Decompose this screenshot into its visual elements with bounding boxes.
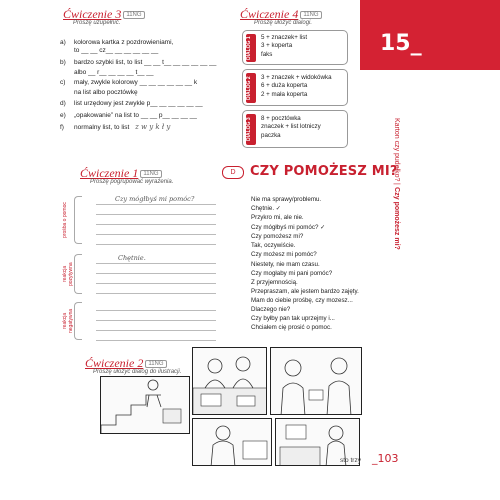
unit-tab (360, 0, 500, 70)
phrase-line: Tak, oczywiście. (251, 242, 296, 249)
group-label-request: prośba o pomoc (62, 202, 68, 238)
ex1-title-text: Ćwiczenie 1 (80, 166, 139, 180)
ex3-item-letter: d) (60, 100, 66, 107)
unit-mark: _ (410, 31, 422, 56)
phrase-line: Nie ma sprawy/problemu. (251, 196, 322, 203)
ex3-item-text: kolorowa kartka z pozdrowieniami, (74, 39, 174, 46)
dialog-3-tab: DIALOG 3 (246, 114, 256, 145)
ex3-item-letter: a) (60, 39, 66, 46)
ex1-number-badge: 11NG (140, 170, 161, 178)
ex3-item-text: list urzędowy jest zwykle p__ __ __ __ __ __ (74, 100, 203, 107)
answer-line[interactable] (96, 224, 216, 225)
ex4-title-text: Ćwiczenie 4 (240, 7, 299, 21)
phrase-line: Chciałem cię prosić o pomoc. (251, 324, 332, 331)
dialog-2-line: 2 + mała koperta (261, 90, 308, 98)
ex2-title-text: Ćwiczenie 2 (85, 356, 144, 370)
group-bracket (74, 254, 82, 294)
section-d-heading: CZY POMOŻESZ MI? (250, 164, 398, 179)
illustration-office-worker (192, 418, 272, 466)
side-title: Karton czy pudełko? | Czy pomożesz mi? (393, 118, 400, 250)
ex3-item-text: mały, zwykle kolorowy __ __ __ __ __ __ k (74, 79, 198, 86)
footer-page-words: sto trzy (340, 457, 361, 464)
answer-line[interactable] (96, 244, 216, 245)
answer-line[interactable] (96, 310, 216, 311)
group-bracket (74, 196, 82, 244)
ex4-instruction: Proszę ułożyć dialogi. (254, 20, 313, 26)
dialog-2-line: 6 + duża koperta (261, 82, 308, 90)
ex3-item-letter: c) (60, 79, 66, 86)
dialog-1-line: faks (261, 50, 273, 58)
phrase-line: Dlaczego nie? (251, 306, 291, 313)
group-label-negative: reakcja negatywna (62, 308, 74, 334)
phrase-line: Mam do ciebie prośbę, czy mozesz... (251, 297, 353, 304)
ex2-instruction: Proszę ułożyć dialog do ilustracji. (93, 369, 182, 375)
side-title-text: Karton czy pudełko? (393, 118, 400, 182)
answer-line[interactable] (96, 204, 216, 205)
group-label-positive: reakcja pozytywna (62, 262, 74, 286)
dialog-1-box (242, 30, 348, 65)
ex3-item-text: albo __ r__ __ __ __ t__ __ (74, 69, 154, 76)
dialog-3-line: paczka (261, 131, 281, 139)
dialog-1-line: 5 + znaczek+ list (261, 34, 308, 41)
phrase-line: Czy możesz mi pomóc? (251, 251, 317, 258)
answer-line[interactable] (96, 283, 216, 284)
ex4-number-badge: 11NG (300, 11, 321, 19)
answer-line[interactable] (96, 263, 216, 264)
section-d-badge: D (222, 166, 244, 179)
phrase-line: Przykro mi, ale nie. (251, 214, 304, 221)
dialog-2-box (242, 69, 348, 106)
answer-line[interactable] (96, 273, 216, 274)
ex3-item-text: normalny list, to list (74, 124, 130, 131)
illustration-people-at-desk (192, 347, 267, 415)
dialog-1-line: 3 + koperta (261, 42, 293, 50)
dialog-1-tab: DIALOG 1 (246, 34, 256, 62)
dialog-3-line: znaczek + list lotniczy (261, 123, 321, 131)
page-number: _103 (372, 452, 399, 465)
dialog-2-tab: DIALOG 2 (246, 73, 256, 103)
phrase-line: Czy byłby pan tak uprzejmy i... (251, 315, 335, 322)
dialog-3-box (242, 110, 348, 148)
ex3-item-text: bardzo szybki list, to list __ __ t__ __ __ __ __ __ (74, 59, 217, 66)
phrase-line: Czy pomożesz mi? (251, 233, 304, 240)
group-bracket (74, 302, 82, 340)
group-2-sample: Chętnie. (118, 254, 146, 262)
page-number-value: 103 (377, 452, 399, 465)
answer-line[interactable] (96, 320, 216, 321)
ex3-item-text: to __ __ cz__ __ __ __ __ __ (74, 47, 159, 54)
illustration-stairs (100, 376, 190, 434)
dialog-2-line: 3 + znaczek + widokówka (261, 74, 332, 81)
unit-number: 15 (380, 31, 411, 56)
side-subtitle-text: Czy pomożesz mi? (393, 187, 400, 250)
illustration-people-talking (270, 347, 362, 415)
ex3-item-letter: e) (60, 112, 66, 119)
ex3-instruction: Proszę uzupełnić. (73, 20, 121, 26)
answer-line[interactable] (96, 293, 216, 294)
answer-line[interactable] (96, 234, 216, 235)
phrase-line: Chętnie. ✓ (251, 205, 281, 212)
ex3-item-text: „opakowanie” na list to __ __ p__ __ __ __ (74, 112, 197, 119)
answer-line[interactable] (96, 340, 216, 341)
phrase-line: Z przyjemnością. (251, 279, 298, 286)
ex3-number-badge: 11NG (123, 11, 144, 19)
ex3-item-text: na list albo pocztówkę (74, 89, 138, 96)
phrase-line: Czy mógłbyś mi pomóc? ✓ (251, 224, 326, 231)
ex1-instruction: Proszę pogrupować wyrażenia. (90, 179, 174, 185)
group-1-sample: Czy mógłbyś mi pomóc? (115, 195, 195, 203)
dialog-3-line: 8 + pocztówka (261, 115, 301, 122)
ex2-number-badge: 11NG (145, 360, 166, 368)
ex3-item-letter: b) (60, 59, 66, 66)
answer-line[interactable] (96, 330, 216, 331)
ex3-item-letter: f) (60, 124, 64, 131)
phrase-line: Przepraszam, ale jestem bardzo zajęty. (251, 288, 359, 295)
ex3-answer-handwritten: z w y k ł y (135, 123, 171, 131)
phrase-line: Czy mogłaby mi pani pomóc? (251, 270, 333, 277)
ex3-title-text: Ćwiczenie 3 (63, 7, 122, 21)
answer-line[interactable] (96, 214, 216, 215)
phrase-line: Niestety, nie mam czasu. (251, 261, 320, 268)
